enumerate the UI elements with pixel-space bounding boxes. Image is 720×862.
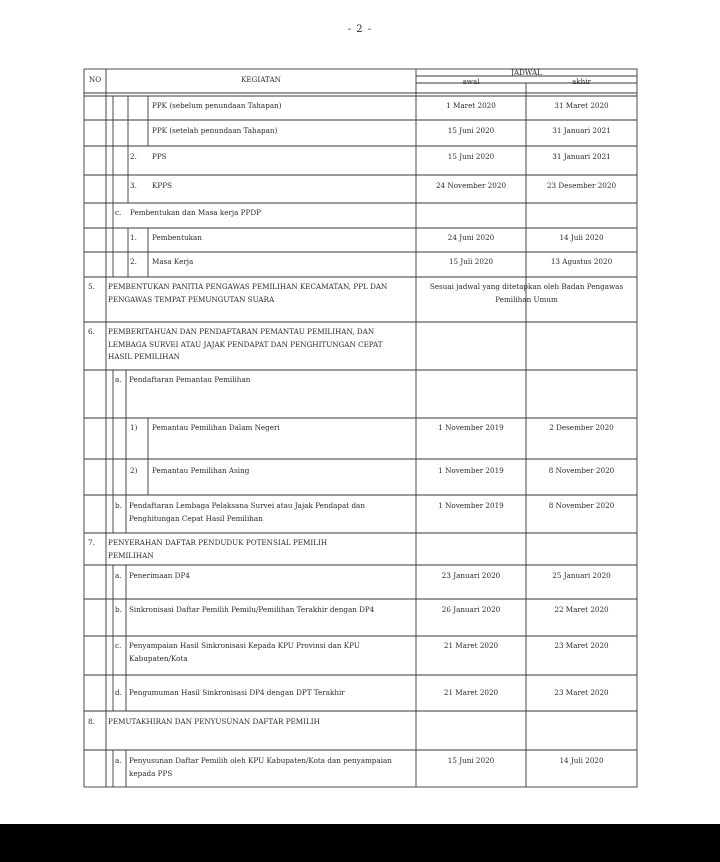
row-jadwal: Sesuai jadwal yang ditetapkan oleh Badan Pengawas Pemilihan Umum [429,282,624,304]
row-awal: 15 Juni 2020 [447,152,495,161]
row-label: PPS [152,152,167,161]
row-label: Pengumuman Hasil Sinkronisasi DP4 dengan DPT Terakhir [129,688,345,697]
row-label: PEMUTAKHIRAN DAN PENYUSUNAN DAFTAR PEMILIH [108,717,320,726]
row-label: Penerimaan DP4 [129,571,190,580]
row-akhir: 14 Juli 2020 [559,756,604,765]
row-number: d. [115,688,122,697]
row-label: Pembentukan dan Masa kerja PPDP [130,208,261,217]
row-label: Pendaftaran Lembaga Pelaksana Survei atau Jajak Pendapat dan Penghitungan Cepat Hasil Pemilihan [129,501,365,523]
row-label: Pendaftaran Pemantau Pemilihan [129,375,251,384]
row-number: 2) [130,466,138,475]
row-awal: 1 Maret 2020 [446,101,496,110]
row-number: 1) [130,423,138,432]
row-awal: 1 November 2019 [438,466,504,475]
row-akhir: 23 Maret 2020 [554,688,609,697]
row-number: 6. [88,327,95,336]
row-awal: 24 Juni 2020 [447,233,495,242]
page-number: - 2 - [347,24,373,35]
row-number: a. [115,756,122,765]
row-label: PEMBENTUKAN PANITIA PENGAWAS PEMILIHAN KECAMATAN, PPL DAN PENGAWAS TEMPAT PEMUNGUTAN SUARA [108,282,388,304]
row-akhir: 8 November 2020 [548,466,615,475]
row-number: 2. [130,152,137,161]
row-number: a. [115,375,122,384]
row-label: PEMBERITAHUAN DAN PENDAFTARAN PEMANTAU PEMILIHAN, DAN LEMBAGA SURVEI ATAU JAJAK PENDAPAT DAN PENGHITUNGAN CEPAT HASIL PEMILIHAN [108,327,383,361]
row-number: 7. [88,538,95,547]
row-label: Pemantau Pemilihan Dalam Negeri [152,423,280,432]
row-label: PENYERAHAN DAFTAR PENDUDUK POTENSIAL PEMILIH PEMILIHAN [108,538,328,560]
row-label: Pemantau Pemilihan Asing [152,466,250,475]
row-akhir: 23 Maret 2020 [554,641,609,650]
row-awal: 23 Januari 2020 [441,571,501,580]
row-awal: 21 Maret 2020 [443,641,499,650]
row-awal: 26 Januari 2020 [441,605,501,614]
row-number: c. [115,641,122,650]
row-akhir: 23 Desember 2020 [546,181,617,190]
row-akhir: 22 Maret 2020 [554,605,609,614]
row-akhir: 31 Maret 2020 [554,101,609,110]
row-number: 2. [130,257,137,266]
row-label: Masa Kerja [152,257,194,266]
row-akhir: 2 Desember 2020 [549,423,614,432]
row-label: KPPS [152,181,172,190]
row-label: PPK (sebelum penundaan Tahapan) [152,101,282,110]
row-akhir: 13 Agustus 2020 [550,257,613,266]
row-number: 1. [130,233,137,242]
row-akhir: 8 November 2020 [548,501,615,510]
row-akhir: 14 Juli 2020 [559,233,604,242]
row-number: c. [115,208,122,217]
row-awal: 1 November 2019 [438,501,504,510]
row-number: b. [115,501,122,510]
row-awal: 15 Juni 2020 [447,126,495,135]
header-awal: awal [462,77,480,86]
header-akhir: akhir [571,77,591,86]
header-kegiatan: KEGIATAN [241,75,281,84]
header-jadwal: JADWAL [511,68,542,77]
row-akhir: 25 Januari 2020 [552,571,611,580]
row-awal: 1 November 2019 [438,423,504,432]
row-number: 5. [88,282,95,291]
row-number: 3. [130,181,137,190]
row-label: PPK (setelah penundaan Tahapan) [152,126,278,135]
row-awal: 24 November 2020 [435,181,507,190]
row-akhir: 31 Januari 2021 [552,152,611,161]
row-label: Penyusunan Daftar Pemilih oleh KPU Kabupaten/Kota dan penyampaian kepada PPS [129,756,392,778]
row-number: b. [115,605,122,614]
row-label: Pembentukan [152,233,202,242]
row-label: Sinkronisasi Daftar Pemilih Pemilu/Pemilihan Terakhir dengan DP4 [129,605,375,614]
bottom-black-bar [0,824,720,862]
row-awal: 21 Maret 2020 [443,688,499,697]
row-label: Penyampaian Hasil Sinkronisasi Kepada KPU Provinsi dan KPU Kabupaten/Kota [129,641,360,663]
row-awal: 15 Juli 2020 [448,257,494,266]
row-awal: 15 Juni 2020 [447,756,495,765]
row-number: 8. [88,717,95,726]
row-number: a. [115,571,122,580]
header-no: NO [88,75,102,84]
row-akhir: 31 Januari 2021 [552,126,611,135]
